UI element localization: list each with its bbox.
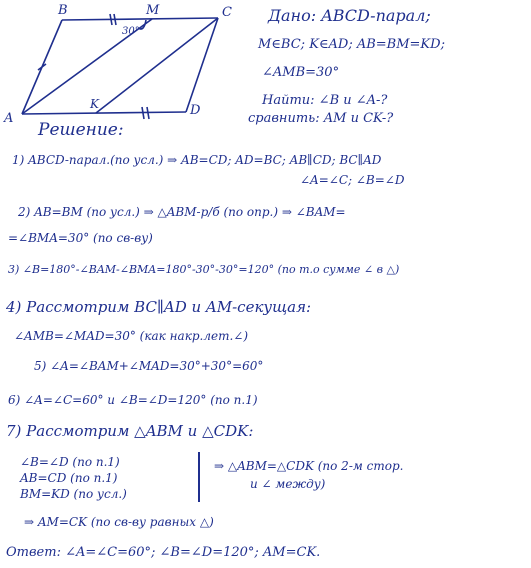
tick-ab (38, 64, 46, 70)
answer-line: Ответ: ∠A=∠C=60°; ∠B=∠D=120°; AM=CK. (6, 545, 321, 560)
compare-line: сравнить: AM и CK-? (248, 111, 394, 126)
step-5: 5) ∠A=∠BAM+∠MAD=30°+30°=60° (34, 359, 264, 373)
step-8: ⇒ AM=CK (по св-ву равных △) (24, 515, 214, 529)
step-6: 6) ∠A=∠C=60° и ∠B=∠D=120° (по п.1) (8, 393, 258, 407)
angle-label: 30° (122, 26, 140, 37)
given-line3: ∠AMB=30° (262, 65, 340, 80)
tick-bm-2 (114, 14, 116, 25)
given-line2: M∈BC; K∈AD; AB=BM=KD; (258, 37, 445, 52)
vertex-label-c: C (222, 5, 232, 20)
tick-kd-1 (142, 107, 144, 119)
step-1b: ∠A=∠C; ∠B=∠D (300, 173, 405, 187)
find-line: Найти: ∠B и ∠A-? (262, 93, 388, 108)
vertex-label-d: D (190, 103, 201, 118)
step-2b: =∠BMA=30° (по св-ву) (8, 231, 153, 245)
vertex-label-k: K (90, 97, 99, 111)
side-da (22, 112, 186, 114)
step-7-conclusion-1: ⇒ △ABM=△CDK (по 2-м стор. (214, 459, 404, 473)
vertex-label-a: A (4, 111, 14, 126)
step-7-line3: BM=KD (по усл.) (20, 487, 127, 501)
step-2a: 2) AB=BM (по усл.) ⇒ △ABM-р/б (по опр.) ⇒ ∠BAM= (18, 205, 346, 219)
side-cd (186, 18, 218, 112)
step-7-line2: AB=CD (по п.1) (20, 471, 118, 485)
vertex-label-m: M (146, 3, 160, 18)
step-7-line1: ∠B=∠D (по п.1) (20, 455, 120, 469)
segment-ck (96, 18, 218, 113)
vertex-label-b: B (58, 3, 68, 18)
side-bc (62, 18, 218, 20)
step-1a: 1) ABCD-парал.(по усл.) ⇒ AB=CD; AD=BC; AB∥CD; BC∥AD (12, 153, 382, 167)
given-title: Дано: ABCD-парал; (268, 6, 431, 25)
brace-divider (198, 452, 200, 502)
solution-heading: Решение: (38, 120, 124, 140)
tick-kd-2 (147, 107, 149, 119)
tick-bm-1 (110, 14, 112, 25)
step-7-conclusion-2: и ∠ между) (250, 477, 326, 491)
step-3: 3) ∠B=180°-∠BAM-∠BMA=180°-30°-30°=120° (по т.о сумме ∠ в △) (8, 263, 400, 276)
step-4a: 4) Рассмотрим BC∥AD и AM-секущая: (6, 298, 312, 316)
step-7: 7) Рассмотрим △ABM и △CDK: (6, 422, 254, 440)
step-4b: ∠AMB=∠MAD=30° (как накр.лет.∠) (14, 329, 249, 343)
